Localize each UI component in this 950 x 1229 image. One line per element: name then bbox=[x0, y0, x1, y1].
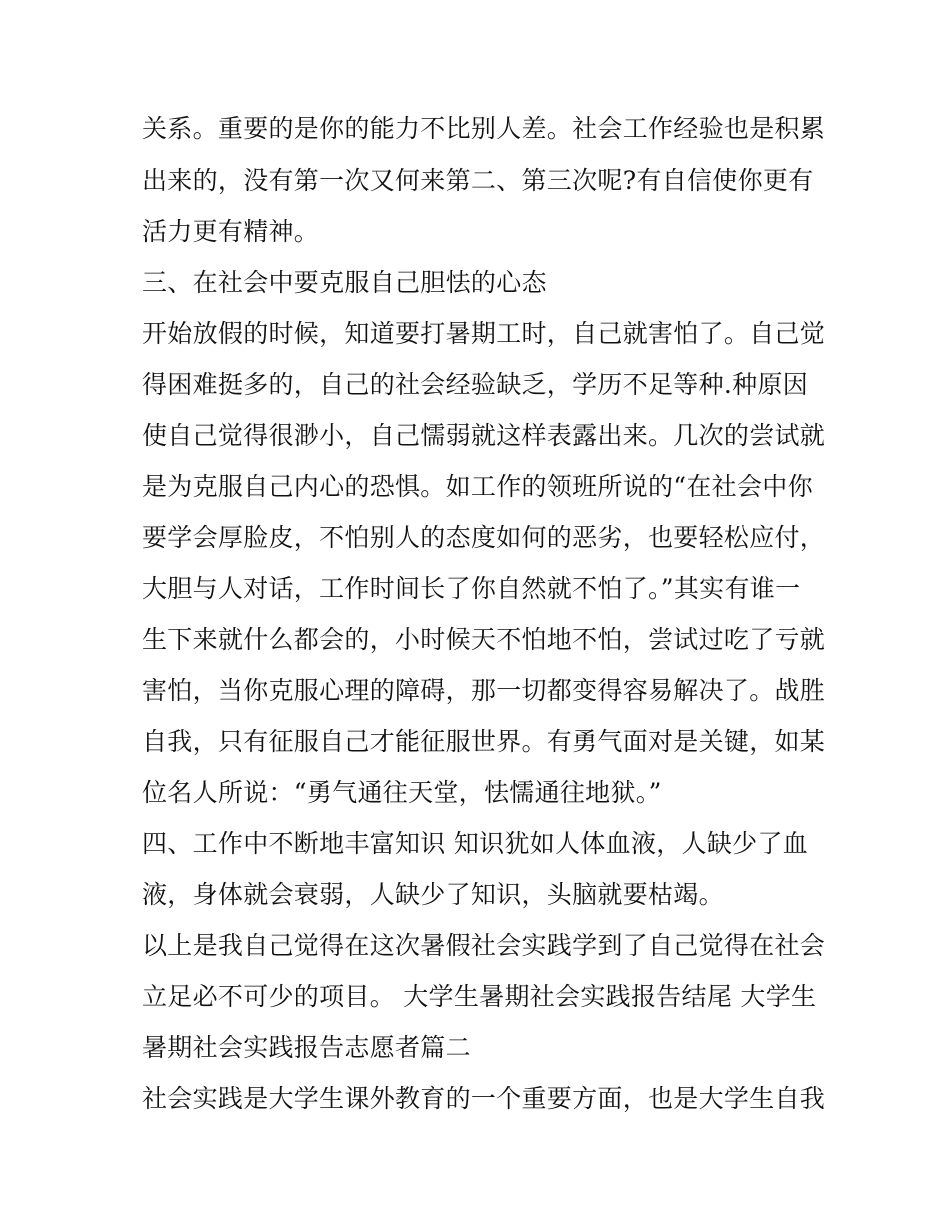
text-line: 自我，只有征服自己才能征服世界。有勇气面对是关键，如某 bbox=[142, 727, 826, 756]
text-line: 关系。重要的是你的能力不比别人差。社会工作经验也是积累 bbox=[142, 114, 826, 143]
text-line: 使自己觉得很渺小，自己懦弱就这样表露出来。几次的尝试就 bbox=[142, 421, 826, 450]
text-line: 位名人所说：“勇气通往天堂，怯懦通往地狱。” bbox=[142, 778, 662, 807]
text-line: 是为克服自己内心的恐惧。如工作的领班所说的“在社会中你 bbox=[142, 472, 813, 501]
text-line: 活力更有精神。 bbox=[142, 217, 320, 246]
text-line: 液，身体就会衰弱，人缺少了知识，头脑就要枯竭。 bbox=[142, 880, 724, 909]
text-line: 要学会厚脸皮，不怕别人的态度如何的恶劣，也要轻松应付， bbox=[142, 523, 826, 552]
text-line: 开始放假的时候，知道要打暑期工时，自己就害怕了。自己觉 bbox=[142, 319, 826, 348]
text-line: 社会实践是大学生课外教育的一个重要方面，也是大学生自我 bbox=[142, 1084, 826, 1113]
text-line: 出来的，没有第一次又何来第二、第三次呢?有自信使你更有 bbox=[142, 166, 814, 195]
text-line: 暑期社会实践报告志愿者篇二 bbox=[142, 1033, 471, 1062]
section-heading: 三、在社会中要克服自己胆怯的心态 bbox=[142, 268, 547, 297]
text-line: 害怕，当你克服心理的障碍，那一切都变得容易解决了。战胜 bbox=[142, 676, 826, 705]
section-heading: 四、工作中不断地丰富知识 知识犹如人体血液，人缺少了血 bbox=[142, 829, 809, 858]
text-line: 得困难挺多的，自己的社会经验缺乏，学历不足等种.种原因 bbox=[142, 370, 809, 399]
text-line: 大胆与人对话，工作时间长了你自然就不怕了。”其实有谁一 bbox=[142, 574, 801, 603]
text-line: 以上是我自己觉得在这次暑假社会实践学到了自己觉得在社会 bbox=[142, 931, 826, 960]
text-line: 生下来就什么都会的，小时候天不怕地不怕，尝试过吃了亏就 bbox=[142, 625, 826, 654]
text-line: 立足必不可少的项目。 大学生暑期社会实践报告结尾 大学生 bbox=[142, 982, 817, 1011]
